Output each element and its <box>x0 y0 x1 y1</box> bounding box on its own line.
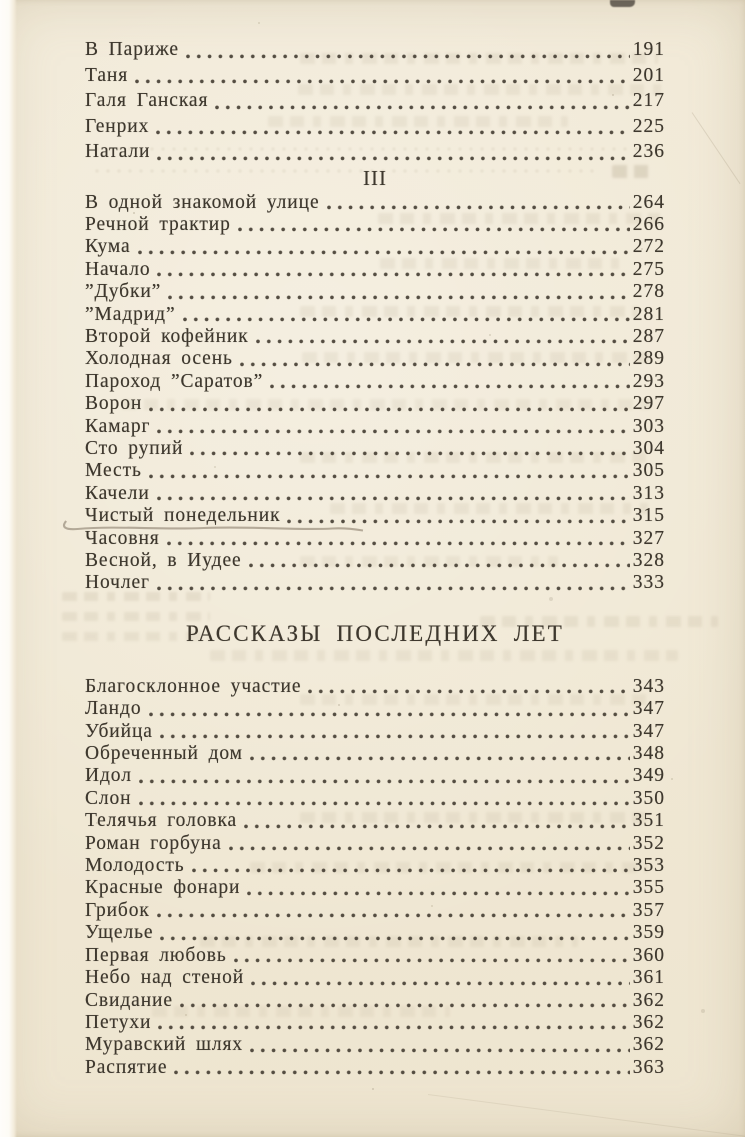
toc-entry-title: Холодная осень <box>85 348 233 370</box>
toc-entry-dots <box>157 586 630 591</box>
toc-row <box>85 990 665 1012</box>
toc-entry-page-number: 359 <box>632 922 665 944</box>
toc-entry-dots <box>287 519 629 524</box>
toc-row <box>85 765 665 787</box>
toc-entry-dots <box>157 272 629 277</box>
toc-entry-title: Кума <box>85 236 131 258</box>
toc-entry-title: Идол <box>85 765 132 787</box>
toc-entry-title: Красные фонари <box>85 877 241 899</box>
toc-entry-title: Натали <box>85 141 151 162</box>
toc-entry-page-number: 350 <box>632 787 665 809</box>
toc-entry-title: ”Дубки” <box>85 281 162 303</box>
toc-entry-dots <box>244 824 630 829</box>
toc-entry-dots <box>251 981 630 986</box>
toc-row <box>85 416 665 438</box>
toc-row <box>85 788 665 810</box>
toc-entry-page-number: 362 <box>632 989 665 1011</box>
toc-row <box>85 139 665 165</box>
toc-entry-dots <box>174 1070 629 1075</box>
toc-entry-title: Свидание <box>85 989 173 1011</box>
toc-row <box>85 114 665 140</box>
toc-entry-dots <box>149 474 630 479</box>
toc-entry-title: ”Мадрид” <box>85 303 176 325</box>
toc-entry-dots <box>234 958 630 963</box>
toc-entry-title: Сто рупий <box>85 437 184 459</box>
toc-entry-page-number: 313 <box>632 482 665 504</box>
toc-entry-dots <box>139 779 630 784</box>
toc-entry-title: Ночлег <box>85 572 150 594</box>
toc-entry-dots <box>183 317 630 322</box>
toc-entry-title: Генрих <box>85 115 150 137</box>
toc-entry-dots <box>186 54 630 59</box>
toc-entry-dots <box>240 362 630 367</box>
toc-entry-dots <box>192 868 630 873</box>
toc-entry-title: Ландо <box>85 698 142 720</box>
toc-entry-title: Пароход ”Саратов” <box>85 370 264 392</box>
toc-entry-page-number: 201 <box>632 64 665 86</box>
toc-entry-title: Распятие <box>85 1056 168 1078</box>
toc-section <box>85 621 665 1079</box>
toc-row <box>85 326 665 348</box>
toc-row <box>85 214 665 236</box>
toc-entry-page-number: 272 <box>632 236 665 258</box>
toc-entry-title: Первая любовь <box>85 944 227 966</box>
toc-entry-page-number: 348 <box>632 743 665 765</box>
toc-row <box>85 371 665 393</box>
toc-entry-page-number: 343 <box>632 675 665 697</box>
toc-entry-page-number: 264 <box>632 191 665 213</box>
toc-row <box>85 721 665 743</box>
toc-row <box>85 676 665 698</box>
toc-entry-title: Второй кофейник <box>85 325 249 347</box>
toc-entry-page-number: 289 <box>632 348 665 370</box>
toc-entry-page-number: 315 <box>632 505 665 527</box>
toc-row <box>85 483 665 505</box>
toc-entry-title: Часовня <box>85 527 160 549</box>
toc-entry-title: Начало <box>85 258 151 280</box>
toc-row <box>85 304 665 326</box>
toc-row <box>85 810 665 832</box>
toc-entry-dots <box>256 339 630 344</box>
toc-entry-page-number: 361 <box>632 967 665 989</box>
toc-row <box>85 900 665 922</box>
toc-row <box>85 528 665 550</box>
toc-entry-title: Галя Ганская <box>85 90 209 111</box>
toc-entry-title: Слон <box>85 787 132 809</box>
toc-entry-page-number: 347 <box>632 720 665 742</box>
section-header: III <box>363 165 387 190</box>
scan-left-edge <box>0 0 17 1137</box>
toc-row <box>85 37 665 63</box>
toc-entry-title: Ущелье <box>85 922 154 944</box>
toc-row <box>85 1034 665 1056</box>
toc-row <box>85 743 665 765</box>
toc-entry-page-number: 349 <box>632 765 665 787</box>
toc-entry-dots <box>180 1003 630 1008</box>
toc-entry-title: Обреченный дом <box>85 743 243 765</box>
toc-entry-title: Грибок <box>85 899 150 921</box>
toc-entry-title: Благосклонное участие <box>85 675 302 697</box>
toc-entry-title: Небо над стеной <box>85 967 245 989</box>
toc-entry-page-number: 360 <box>632 944 665 966</box>
toc-entry-dots <box>168 295 630 300</box>
toc-row <box>85 236 665 258</box>
toc-entry-page-number: 191 <box>632 39 665 60</box>
toc-entry-dots <box>247 891 629 896</box>
toc-entry-page-number: 304 <box>632 437 665 459</box>
paper-speckles <box>0 0 2 2</box>
toc-row <box>85 550 665 572</box>
toc-row <box>85 505 665 527</box>
section-header: РАССКАЗЫ ПОСЛЕДНИХ ЛЕТ <box>186 620 564 646</box>
toc-entry-dots <box>157 156 629 161</box>
toc-entry-title: Речной трактир <box>85 213 231 235</box>
toc-entry-page-number: 347 <box>632 698 665 720</box>
toc-entry-page-number: 305 <box>632 460 665 482</box>
toc-entry-page-number: 281 <box>632 303 665 325</box>
toc-row <box>85 460 665 482</box>
toc-entry-dots <box>250 756 630 761</box>
toc-entry-title: Камарг <box>85 415 151 437</box>
toc-entry-title: Муравский шлях <box>85 1034 244 1056</box>
toc-entry-dots <box>149 712 630 717</box>
toc-entry-dots <box>149 407 630 412</box>
toc-entry-dots <box>156 130 630 135</box>
toc-entry-page-number: 287 <box>632 325 665 347</box>
paper-crease <box>428 1094 745 1137</box>
toc-entry-dots <box>158 1025 629 1030</box>
toc-entry-dots <box>327 205 630 210</box>
toc-entry-page-number: 236 <box>632 141 665 162</box>
toc-entry-page-number: 303 <box>632 415 665 437</box>
toc-entry-title: В одной знакомой улице <box>85 191 320 213</box>
toc-entry-dots <box>139 801 630 806</box>
toc-entry-title: Роман горбуна <box>85 832 222 854</box>
toc-row <box>85 393 665 415</box>
toc-row <box>85 967 665 989</box>
toc-entry-dots <box>157 496 630 501</box>
toc-entry-dots <box>160 734 630 739</box>
toc-entry-page-number: 225 <box>632 115 665 137</box>
toc-entry-page-number: 275 <box>632 258 665 280</box>
toc-entry-dots <box>249 563 630 568</box>
toc-entry-title: Таня <box>85 64 129 86</box>
toc-row <box>85 1057 665 1079</box>
toc-entry-page-number: 327 <box>632 527 665 549</box>
toc-entry-dots <box>138 250 630 255</box>
toc-entry-title: Убийца <box>85 720 153 742</box>
toc-row <box>85 1012 665 1034</box>
toc-entry-dots <box>190 451 629 456</box>
toc-entry-page-number: 297 <box>632 393 665 415</box>
toc-entry-page-number: 328 <box>632 550 665 571</box>
toc-row <box>85 833 665 855</box>
toc-entry-dots <box>167 541 630 546</box>
toc-entry-page-number: 351 <box>632 810 665 832</box>
toc-entry-dots <box>270 384 630 389</box>
toc-entry-page-number: 217 <box>632 90 665 111</box>
toc-row <box>85 945 665 967</box>
toc-entry-dots <box>238 227 630 232</box>
toc-entry-page-number: 293 <box>632 370 665 392</box>
toc-entry-dots <box>157 429 629 434</box>
toc-entry-title: В Париже <box>85 39 179 60</box>
toc-entry-page-number: 353 <box>632 855 665 877</box>
toc-entry-dots <box>250 1048 630 1053</box>
toc-row <box>85 698 665 720</box>
toc-entry-page-number: 363 <box>632 1056 665 1078</box>
toc-entry-dots <box>160 936 629 941</box>
toc-entry-title: Молодость <box>85 855 185 877</box>
toc-row <box>85 63 665 89</box>
toc-entry-dots <box>135 79 630 84</box>
toc-entry-page-number: 355 <box>632 877 665 899</box>
toc-entry-page-number: 362 <box>632 1011 665 1033</box>
toc-entry-page-number: 352 <box>632 832 665 854</box>
toc-row <box>85 348 665 370</box>
toc-entry-page-number: 333 <box>632 572 665 594</box>
toc-entry-title: Месть <box>85 460 142 482</box>
toc-row <box>85 855 665 877</box>
toc-row <box>85 572 665 594</box>
toc-entry-page-number: 278 <box>632 281 665 303</box>
toc-entry-dots <box>157 913 630 918</box>
toc-entry-title: Телячья головка <box>85 810 238 832</box>
table-of-contents <box>85 0 665 1079</box>
toc-entry-page-number: 357 <box>632 899 665 921</box>
toc-entry-title: Весной, в Иудее <box>85 550 242 571</box>
toc-row <box>85 281 665 303</box>
toc-section <box>85 37 665 165</box>
toc-entry-title: Ворон <box>85 393 143 415</box>
toc-entry-title: Петухи <box>85 1011 152 1033</box>
toc-entry-page-number: 362 <box>632 1034 665 1056</box>
toc-row <box>85 922 665 944</box>
toc-entry-title: Чистый понедельник <box>85 505 280 527</box>
toc-entry-dots <box>229 846 630 851</box>
toc-row <box>85 438 665 460</box>
paper-crease <box>692 112 741 184</box>
toc-entry-dots <box>308 689 629 694</box>
toc-section <box>85 167 665 595</box>
toc-row <box>85 192 665 214</box>
toc-entry-page-number: 266 <box>632 213 665 235</box>
toc-entry-dots <box>215 105 629 110</box>
toc-row <box>85 877 665 899</box>
toc-entry-title: Качели <box>85 482 150 504</box>
toc-row <box>85 259 665 281</box>
toc-row <box>85 88 665 114</box>
